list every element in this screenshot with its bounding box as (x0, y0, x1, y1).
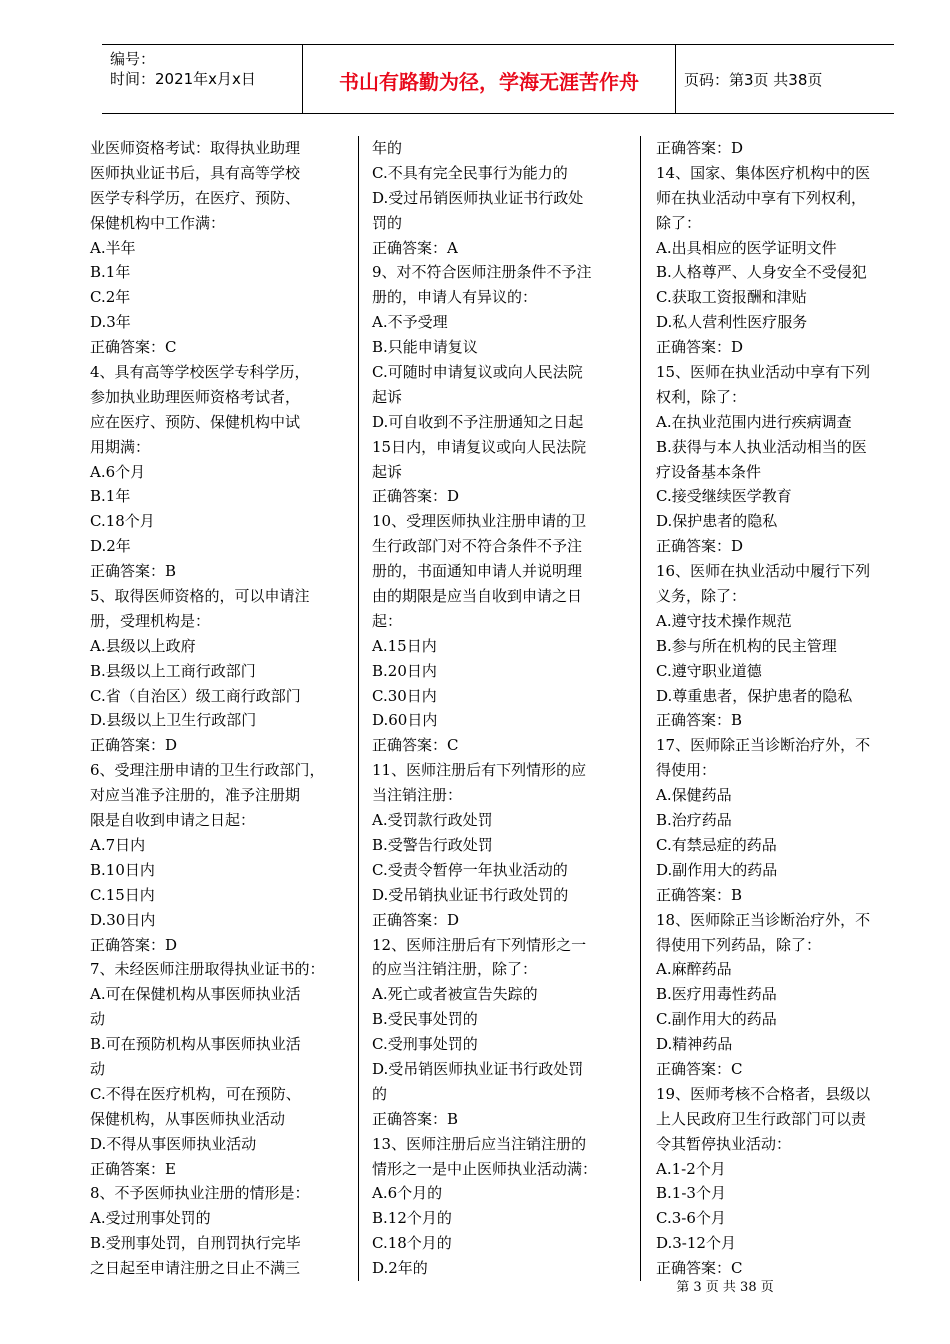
text-line: 12、医师注册后有下列情形之一 (372, 935, 587, 954)
text-line: 限是自收到申请之日起： (90, 811, 256, 830)
text-line: B.可在预防机构从事医师执业活 (90, 1035, 301, 1054)
text-line: D.保护患者的隐私 (656, 512, 778, 531)
text-line: A.可在保健机构从事医师执业活 (90, 985, 301, 1004)
text-line: 动 (90, 1010, 106, 1029)
text-line: 权利，除了： (656, 387, 747, 406)
text-line: A.麻醉药品 (656, 960, 732, 979)
text-line: B.受警告行政处罚 (372, 835, 493, 854)
text-line: 参加执业助理医师资格考试者， (90, 387, 301, 406)
header-page-cell (676, 45, 894, 113)
text-line: 4、具有高等学校医学专科学历， (90, 363, 310, 382)
text-line: 罚的 (372, 213, 403, 232)
text-line: A.受罚款行政处罚 (372, 811, 493, 830)
text-line: C.可随时申请复议或向人民法院 (372, 363, 583, 382)
text-line: 5、取得医师资格的，可以申请注 (90, 587, 310, 606)
text-line: B.受刑事处罚，自刑罚执行完毕 (90, 1234, 301, 1253)
text-line: 的应当注销注册，除了： (372, 960, 538, 979)
text-line: D.尊重患者，保护患者的隐私 (656, 686, 853, 705)
text-line: B.20日内 (372, 661, 437, 680)
text-line: B.受民事处罚的 (372, 1010, 478, 1029)
text-line: A.6个月 (90, 462, 146, 481)
text-line: 上人民政府卫生行政部门可以责 (656, 1109, 867, 1128)
column-divider (358, 136, 359, 1281)
text-line: 正确答案：D (90, 935, 178, 954)
text-line: 业医师资格考试：取得执业助理 (90, 139, 301, 157)
text-line: 动 (90, 1059, 106, 1078)
text-line: B.治疗药品 (656, 811, 732, 830)
text-line: 起： (372, 611, 403, 630)
text-line: A.保健药品 (656, 786, 732, 805)
text-line: 册，受理机构是： (90, 611, 211, 630)
text-line: 15、医师在执业活动中享有下列 (656, 363, 871, 382)
text-line: 的 (372, 1084, 388, 1103)
text-line: B.1年 (90, 263, 131, 282)
text-column-2 (372, 136, 630, 1281)
document-time-label: 时间：2021年x月x日 (110, 70, 256, 88)
text-line: 生行政部门对不符合条件不予注 (372, 537, 583, 556)
text-line: C.不具有完全民事行为能力的 (372, 163, 568, 182)
text-line: D.不得从事医师执业活动 (90, 1134, 257, 1153)
text-line: 正确答案：D (656, 338, 744, 357)
text-line: C.有禁忌症的药品 (656, 835, 777, 854)
text-line: C.3-6个月 (656, 1209, 726, 1228)
text-line: C.18个月的 (372, 1234, 452, 1253)
text-line: 保健机构中工作满： (90, 213, 226, 232)
text-line: 正确答案：B (90, 562, 177, 581)
text-column-1 (90, 136, 348, 1281)
text-line: A.遵守技术操作规范 (656, 611, 792, 630)
text-line: A.半年 (90, 238, 136, 257)
text-line: 14、国家、集体医疗机构中的医 (656, 163, 871, 182)
text-line: 18、医师除正当诊断治疗外，不 (656, 910, 871, 929)
text-line: A.7日内 (90, 835, 146, 854)
text-line: B.获得与本人执业活动相当的医 (656, 437, 867, 456)
text-line: 15日内，申请复议或向人民法院 (372, 437, 587, 456)
text-line: C.受责令暂停一年执业活动的 (372, 860, 568, 879)
text-line: B.人格尊严、人身安全不受侵犯 (656, 263, 867, 282)
text-line: 得使用： (656, 761, 717, 780)
text-line: D.2年的 (372, 1259, 428, 1278)
text-line: D.受吊销医师执业证书行政处罚 (372, 1059, 584, 1078)
text-line: 正确答案：D (656, 537, 744, 556)
text-line: A.县级以上政府 (90, 636, 196, 655)
text-column-3 (656, 136, 912, 1281)
text-line: D.精神药品 (656, 1035, 733, 1054)
text-line: A.6个月的 (372, 1184, 443, 1203)
header-meta-cell (102, 45, 302, 113)
header-motto: 书山有路勤为径，学海无涯苦作舟 (339, 70, 639, 94)
text-line: 师在执业活动中享有下列权利， (656, 188, 867, 207)
header-page-info: 页码：第3页 共38页 (684, 71, 823, 89)
text-line: B.12个月的 (372, 1209, 452, 1228)
text-line: A.出具相应的医学证明文件 (656, 238, 837, 257)
text-line: 正确答案：A (372, 238, 458, 257)
text-line: 年的 (372, 139, 403, 157)
text-line: 之日起至申请注册之日止不满三 (90, 1259, 301, 1278)
text-line: C.副作用大的药品 (656, 1010, 777, 1029)
text-line: 正确答案：C (372, 736, 459, 755)
text-line: 起诉 (372, 387, 403, 406)
text-line: D.60日内 (372, 711, 438, 730)
text-line: 情形之一是中止医师执业活动满： (372, 1159, 598, 1178)
text-line: C.30日内 (372, 686, 437, 705)
text-line: 医师执业证书后，具有高等学校 (90, 163, 301, 182)
text-line: B.医疗用毒性药品 (656, 985, 777, 1004)
text-line: 应在医疗、预防、保健机构中试 (90, 412, 301, 431)
text-line: C.省（自治区）级工商行政部门 (90, 686, 301, 705)
text-line: 正确答案：E (90, 1159, 176, 1178)
text-line: 除了： (656, 213, 702, 232)
text-line: C.接受继续医学教育 (656, 487, 792, 506)
text-line: 义务，除了： (656, 587, 747, 606)
text-line: C.18个月 (90, 512, 155, 531)
text-line: 正确答案：D (656, 139, 744, 157)
text-line: 令其暂停执业活动： (656, 1134, 792, 1153)
text-line: A.1-2个月 (656, 1159, 726, 1178)
text-line: C.获取工资报酬和津贴 (656, 288, 807, 307)
text-line: 正确答案：C (656, 1259, 743, 1278)
text-line: A.受过刑事处罚的 (90, 1209, 211, 1228)
text-line: C.15日内 (90, 885, 155, 904)
text-line: 8、不予医师执业注册的情形是： (90, 1184, 310, 1203)
text-line: 保健机构，从事医师执业活动 (90, 1109, 286, 1128)
document-number-label: 编号： (110, 50, 156, 68)
text-line: 册的，书面通知申请人并说明理 (372, 562, 583, 581)
text-line: A.15日内 (372, 636, 437, 655)
text-line: C.不得在医疗机构，可在预防、 (90, 1084, 301, 1103)
text-line: 11、医师注册后有下列情形的应 (372, 761, 587, 780)
text-line: 起诉 (372, 462, 403, 481)
text-line: B.1-3个月 (656, 1184, 726, 1203)
text-line: A.在执业范围内进行疾病调查 (656, 412, 852, 431)
text-line: 19、医师考核不合格者，县级以 (656, 1084, 871, 1103)
text-line: D.受吊销执业证书行政处罚的 (372, 885, 569, 904)
text-line: B.10日内 (90, 860, 155, 879)
text-line: B.县级以上工商行政部门 (90, 661, 256, 680)
text-line: D.2年 (90, 537, 131, 556)
text-line: 16、医师在执业活动中履行下列 (656, 562, 871, 581)
text-line: 当注销注册： (372, 786, 463, 805)
text-line: A.不予受理 (372, 313, 448, 332)
text-line: D.私人营利性医疗服务 (656, 313, 808, 332)
text-line: 正确答案：B (372, 1109, 459, 1128)
text-line: 由的期限是应当自收到申请之日 (372, 587, 583, 606)
text-line: 册的，申请人有异议的： (372, 288, 538, 307)
column-divider (640, 136, 641, 1281)
text-line: 疗设备基本条件 (656, 462, 762, 481)
text-line: B.参与所在机构的民主管理 (656, 636, 837, 655)
text-line: B.1年 (90, 487, 131, 506)
text-line: D.受过吊销医师执业证书行政处 (372, 188, 584, 207)
text-line: D.3年 (90, 313, 131, 332)
text-line: B.只能申请复议 (372, 338, 478, 357)
text-line: 6、受理注册申请的卫生行政部门， (90, 761, 325, 780)
text-line: C.遵守职业道德 (656, 661, 762, 680)
text-line: 正确答案：B (656, 711, 743, 730)
text-line: 正确答案：C (656, 1059, 743, 1078)
text-line: D.副作用大的药品 (656, 860, 778, 879)
text-line: 得使用下列药品，除了： (656, 935, 822, 954)
text-line: A.死亡或者被宣告失踪的 (372, 985, 538, 1004)
text-line: 对应当准予注册的，准予注册期 (90, 786, 301, 805)
text-line: 用期满： (90, 437, 151, 456)
text-line: D.可自收到不予注册通知之日起 (372, 412, 584, 431)
text-line: 13、医师注册后应当注销注册的 (372, 1134, 587, 1153)
text-line: 正确答案：B (656, 885, 743, 904)
text-line: D.30日内 (90, 910, 156, 929)
text-line: 17、医师除正当诊断治疗外，不 (656, 736, 871, 755)
text-line: 正确答案：D (90, 736, 178, 755)
text-line: 正确答案：D (372, 910, 460, 929)
page-header (102, 44, 894, 114)
text-line: 9、对不符合医师注册条件不予注 (372, 263, 592, 282)
text-line: C.2年 (90, 288, 131, 307)
text-line: D.县级以上卫生行政部门 (90, 711, 257, 730)
header-motto-cell (302, 45, 676, 113)
text-line: 正确答案：D (372, 487, 460, 506)
text-line: C.受刑事处罚的 (372, 1035, 478, 1054)
text-line: 10、受理医师执业注册申请的卫 (372, 512, 587, 531)
text-line: 正确答案：C (90, 338, 177, 357)
text-line: D.3-12个月 (656, 1234, 736, 1253)
page-footer: 第 3 页 共 38 页 (676, 1280, 774, 1295)
text-line: 7、未经医师注册取得执业证书的： (90, 960, 325, 979)
text-line: 医学专科学历，在医疗、预防、 (90, 188, 301, 207)
